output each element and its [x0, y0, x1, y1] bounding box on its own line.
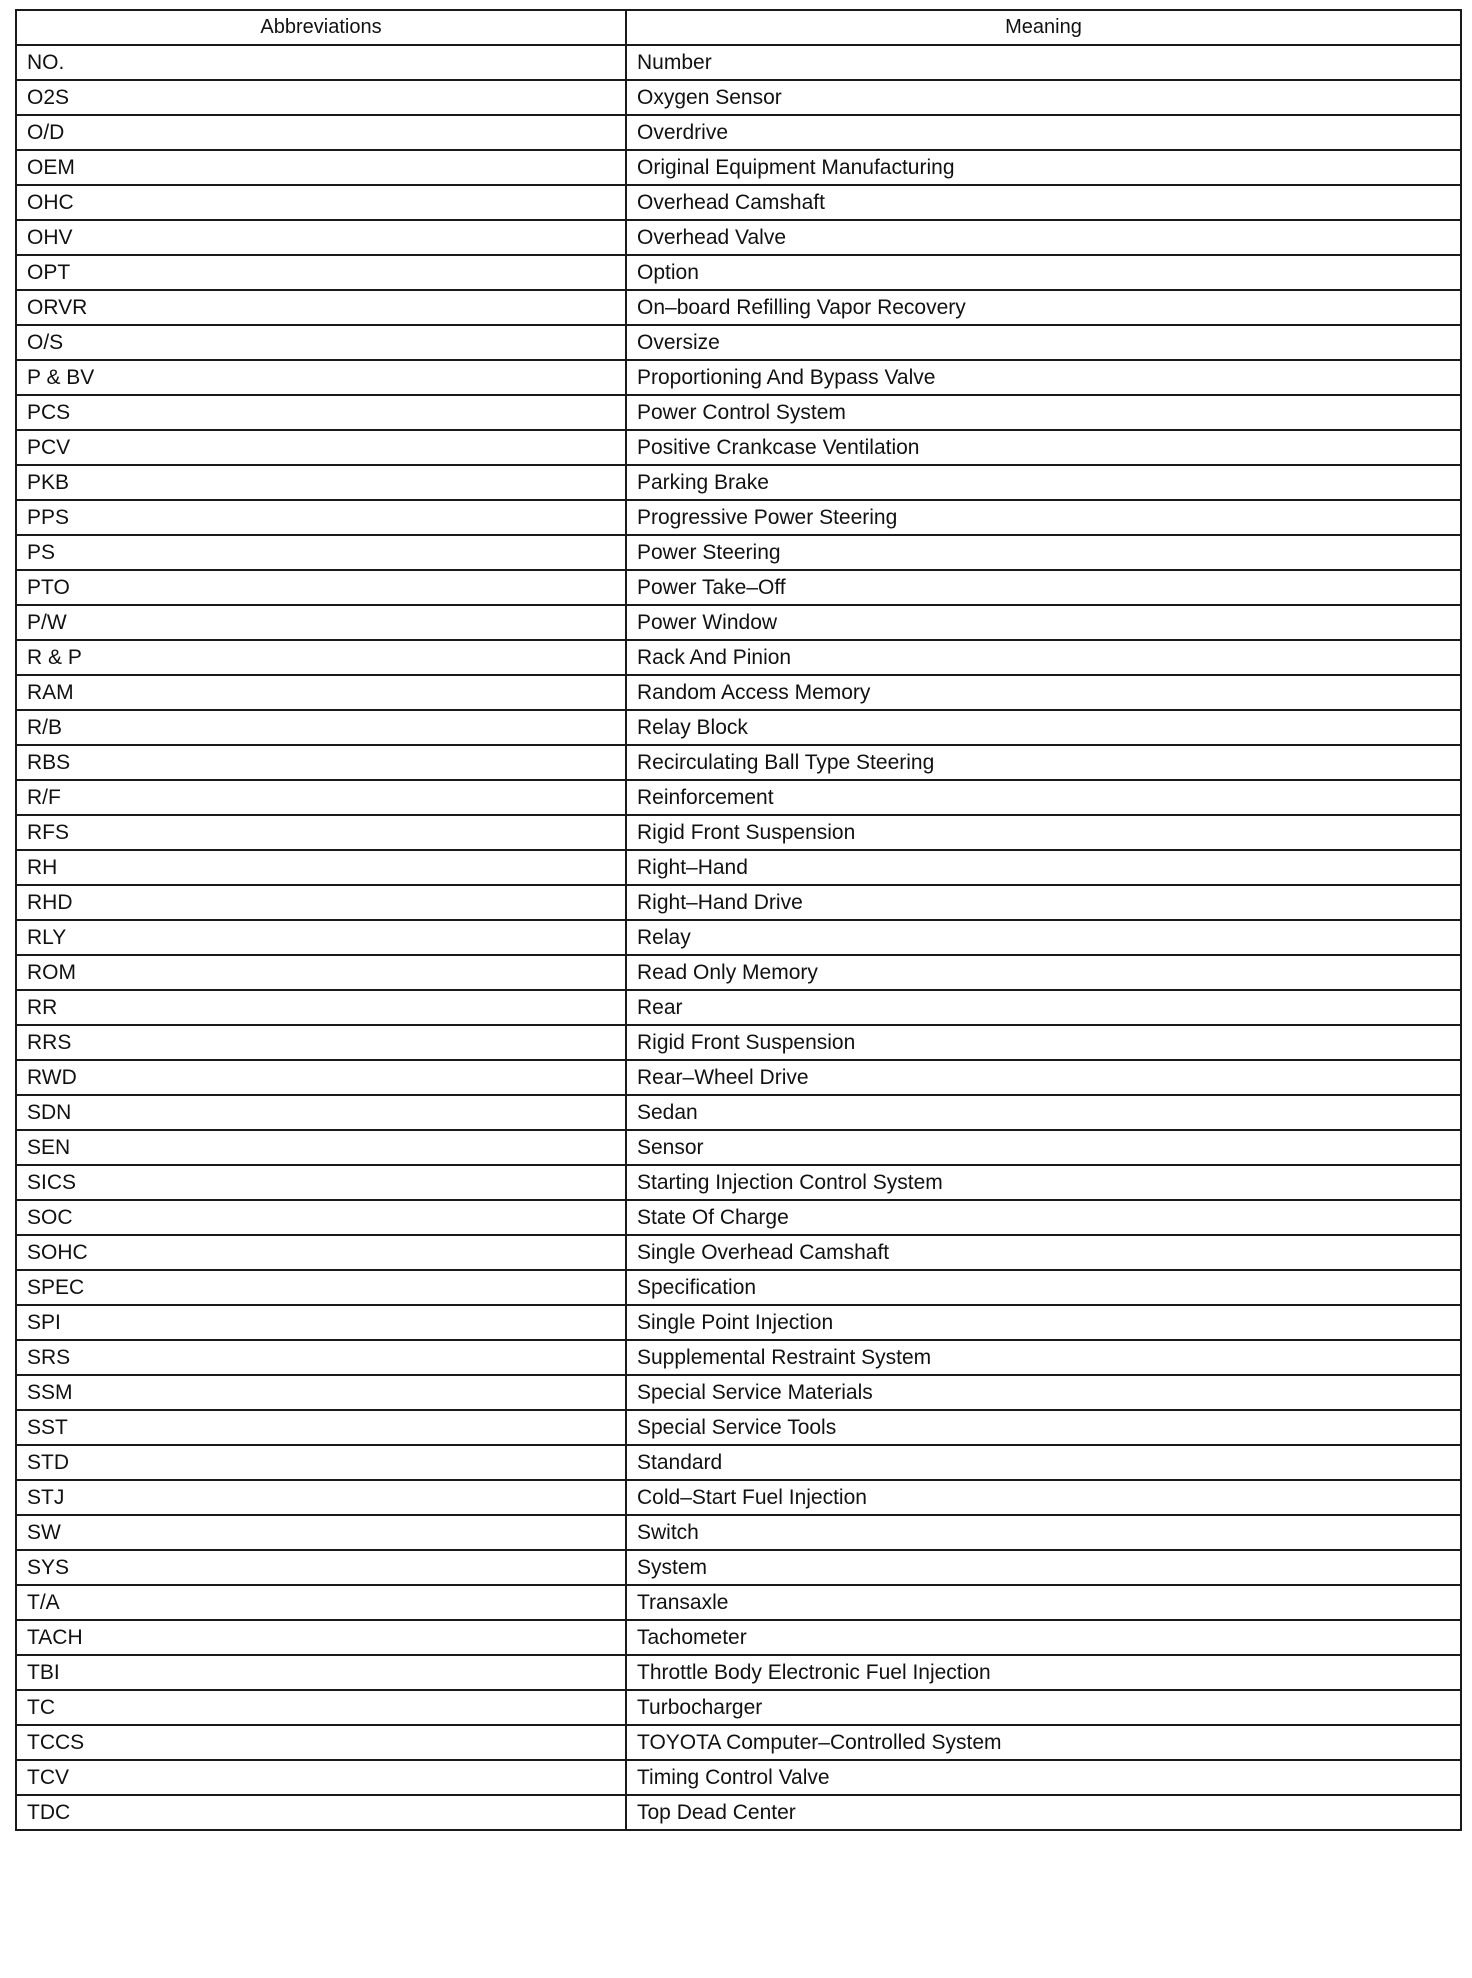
abbreviation-cell: RWD [16, 1060, 626, 1095]
abbreviation-cell: TACH [16, 1620, 626, 1655]
table-row [16, 1410, 1461, 1445]
meaning-cell: Read Only Memory [626, 955, 1461, 990]
abbreviation-cell: SDN [16, 1095, 626, 1130]
abbreviation-cell: TDC [16, 1795, 626, 1830]
abbreviation-cell: RAM [16, 675, 626, 710]
table-row [16, 955, 1461, 990]
table-row [16, 395, 1461, 430]
table-row [16, 885, 1461, 920]
meaning-cell: Rack And Pinion [626, 640, 1461, 675]
meaning-cell: Positive Crankcase Ventilation [626, 430, 1461, 465]
table-row [16, 150, 1461, 185]
table-row [16, 675, 1461, 710]
abbreviation-cell: T/A [16, 1585, 626, 1620]
table-row [16, 1375, 1461, 1410]
abbreviation-cell: SICS [16, 1165, 626, 1200]
abbreviation-cell: SOC [16, 1200, 626, 1235]
abbreviation-cell: STD [16, 1445, 626, 1480]
meaning-cell: Starting Injection Control System [626, 1165, 1461, 1200]
meaning-cell: Oxygen Sensor [626, 80, 1461, 115]
meaning-cell: State Of Charge [626, 1200, 1461, 1235]
abbreviation-cell: SPI [16, 1305, 626, 1340]
meaning-cell: Progressive Power Steering [626, 500, 1461, 535]
table-row [16, 1620, 1461, 1655]
abbreviation-cell: TCV [16, 1760, 626, 1795]
abbreviation-cell: TBI [16, 1655, 626, 1690]
meaning-cell: Recirculating Ball Type Steering [626, 745, 1461, 780]
table-row [16, 115, 1461, 150]
table-row [16, 535, 1461, 570]
meaning-cell: Single Point Injection [626, 1305, 1461, 1340]
table-header [16, 10, 1461, 45]
abbreviation-cell: SW [16, 1515, 626, 1550]
abbreviation-cell: OHV [16, 220, 626, 255]
meaning-cell: Number [626, 45, 1461, 80]
meaning-cell: Overdrive [626, 115, 1461, 150]
meaning-cell: Rear–Wheel Drive [626, 1060, 1461, 1095]
abbreviation-cell: RR [16, 990, 626, 1025]
meaning-cell: Throttle Body Electronic Fuel Injection [626, 1655, 1461, 1690]
meaning-cell: TOYOTA Computer–Controlled System [626, 1725, 1461, 1760]
meaning-cell: Single Overhead Camshaft [626, 1235, 1461, 1270]
abbreviation-cell: SEN [16, 1130, 626, 1165]
meaning-cell: Specification [626, 1270, 1461, 1305]
meaning-cell: Power Control System [626, 395, 1461, 430]
meaning-cell: Overhead Camshaft [626, 185, 1461, 220]
table-row [16, 570, 1461, 605]
meaning-cell: Original Equipment Manufacturing [626, 150, 1461, 185]
abbreviation-cell: PTO [16, 570, 626, 605]
abbreviation-cell: SST [16, 1410, 626, 1445]
abbreviation-cell: TCCS [16, 1725, 626, 1760]
table-row [16, 1550, 1461, 1585]
meaning-cell: Rear [626, 990, 1461, 1025]
abbreviation-cell: R/F [16, 780, 626, 815]
meaning-cell: Standard [626, 1445, 1461, 1480]
abbreviation-cell: SOHC [16, 1235, 626, 1270]
table-row [16, 465, 1461, 500]
table-row [16, 745, 1461, 780]
table-body [16, 45, 1461, 1830]
meaning-cell: Top Dead Center [626, 1795, 1461, 1830]
table-row [16, 1585, 1461, 1620]
meaning-cell: Power Window [626, 605, 1461, 640]
table-row [16, 1445, 1461, 1480]
table-row [16, 1480, 1461, 1515]
table-row [16, 1305, 1461, 1340]
table-row [16, 815, 1461, 850]
abbreviation-cell: RBS [16, 745, 626, 780]
meaning-cell: Option [626, 255, 1461, 290]
abbreviation-cell: P & BV [16, 360, 626, 395]
abbreviation-cell: PKB [16, 465, 626, 500]
meaning-cell: Switch [626, 1515, 1461, 1550]
table-row [16, 920, 1461, 955]
abbreviation-cell: OEM [16, 150, 626, 185]
table-row [16, 780, 1461, 815]
abbreviation-cell: OHC [16, 185, 626, 220]
meaning-cell: Power Steering [626, 535, 1461, 570]
abbreviation-cell: P/W [16, 605, 626, 640]
abbreviation-cell: ORVR [16, 290, 626, 325]
abbreviation-cell: OPT [16, 255, 626, 290]
abbreviation-cell: O/S [16, 325, 626, 360]
table-row [16, 430, 1461, 465]
table-row [16, 1200, 1461, 1235]
meaning-cell: Relay [626, 920, 1461, 955]
abbreviation-cell: RFS [16, 815, 626, 850]
meaning-cell: Random Access Memory [626, 675, 1461, 710]
table-row [16, 1235, 1461, 1270]
meaning-cell: Rigid Front Suspension [626, 1025, 1461, 1060]
table-row [16, 1340, 1461, 1375]
meaning-cell: Relay Block [626, 710, 1461, 745]
meaning-cell: System [626, 1550, 1461, 1585]
meaning-cell: Right–Hand [626, 850, 1461, 885]
meaning-cell: Right–Hand Drive [626, 885, 1461, 920]
abbreviation-cell: RH [16, 850, 626, 885]
table-row [16, 290, 1461, 325]
table-row [16, 185, 1461, 220]
meaning-cell: Cold–Start Fuel Injection [626, 1480, 1461, 1515]
table-row [16, 1690, 1461, 1725]
meaning-cell: Power Take–Off [626, 570, 1461, 605]
table-row [16, 990, 1461, 1025]
meaning-cell: Sensor [626, 1130, 1461, 1165]
abbreviation-cell: O/D [16, 115, 626, 150]
table-row [16, 605, 1461, 640]
abbreviation-cell: NO. [16, 45, 626, 80]
abbreviation-cell: SPEC [16, 1270, 626, 1305]
table-row [16, 360, 1461, 395]
table-row [16, 640, 1461, 675]
meaning-cell: Supplemental Restraint System [626, 1340, 1461, 1375]
abbreviation-cell: PCS [16, 395, 626, 430]
meaning-cell: Oversize [626, 325, 1461, 360]
meaning-cell: Overhead Valve [626, 220, 1461, 255]
table-row [16, 255, 1461, 290]
abbreviation-cell: R & P [16, 640, 626, 675]
meaning-cell: Reinforcement [626, 780, 1461, 815]
table-row [16, 80, 1461, 115]
table-row [16, 1060, 1461, 1095]
abbreviations-table [15, 9, 1462, 1831]
table-row [16, 1025, 1461, 1060]
table-row [16, 1270, 1461, 1305]
abbreviation-cell: R/B [16, 710, 626, 745]
meaning-cell: Rigid Front Suspension [626, 815, 1461, 850]
header-row [16, 10, 1461, 45]
abbreviation-cell: SSM [16, 1375, 626, 1410]
abbreviation-cell: PPS [16, 500, 626, 535]
meaning-cell: Special Service Tools [626, 1410, 1461, 1445]
meaning-column-header: Meaning [626, 10, 1461, 45]
table-row [16, 500, 1461, 535]
abbreviation-cell: SRS [16, 1340, 626, 1375]
meaning-cell: Tachometer [626, 1620, 1461, 1655]
table-row [16, 45, 1461, 80]
table-row [16, 1095, 1461, 1130]
abbreviation-cell: O2S [16, 80, 626, 115]
table-row [16, 1655, 1461, 1690]
table-row [16, 325, 1461, 360]
meaning-cell: Sedan [626, 1095, 1461, 1130]
meaning-cell: Proportioning And Bypass Valve [626, 360, 1461, 395]
table-row [16, 1165, 1461, 1200]
abbreviation-cell: TC [16, 1690, 626, 1725]
abbreviation-cell: RLY [16, 920, 626, 955]
abbreviations-column-header: Abbreviations [16, 10, 626, 45]
table-row [16, 1760, 1461, 1795]
meaning-cell: Special Service Materials [626, 1375, 1461, 1410]
meaning-cell: Parking Brake [626, 465, 1461, 500]
abbreviation-cell: STJ [16, 1480, 626, 1515]
table-row [16, 1725, 1461, 1760]
table-row [16, 850, 1461, 885]
abbreviation-cell: PS [16, 535, 626, 570]
abbreviation-cell: RHD [16, 885, 626, 920]
table-row [16, 220, 1461, 255]
table-row [16, 1515, 1461, 1550]
table-row [16, 710, 1461, 745]
table-row [16, 1795, 1461, 1830]
meaning-cell: Transaxle [626, 1585, 1461, 1620]
meaning-cell: Turbocharger [626, 1690, 1461, 1725]
abbreviation-cell: RRS [16, 1025, 626, 1060]
table-row [16, 1130, 1461, 1165]
abbreviation-cell: SYS [16, 1550, 626, 1585]
meaning-cell: On–board Refilling Vapor Recovery [626, 290, 1461, 325]
meaning-cell: Timing Control Valve [626, 1760, 1461, 1795]
abbreviation-cell: ROM [16, 955, 626, 990]
abbreviation-cell: PCV [16, 430, 626, 465]
